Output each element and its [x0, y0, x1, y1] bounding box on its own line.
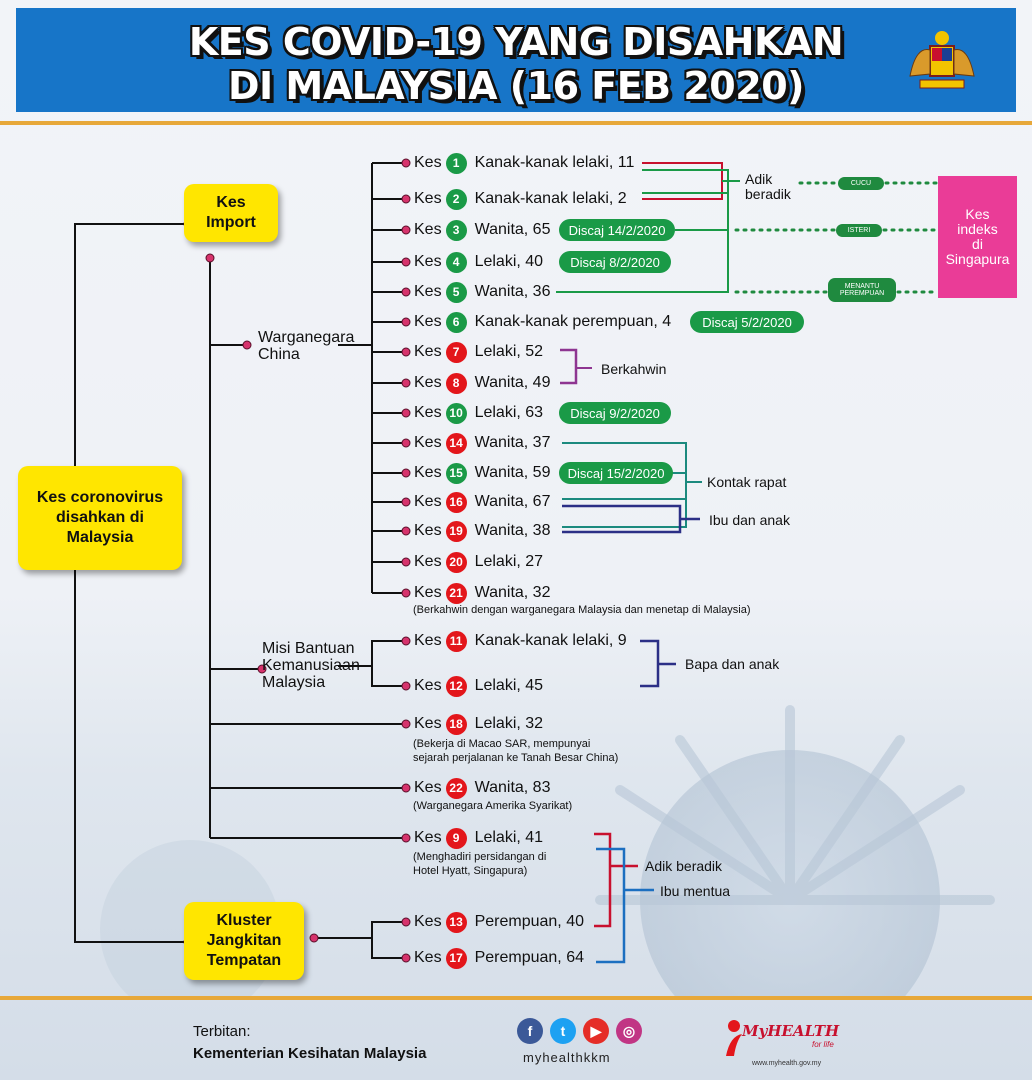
case-number-badge: 1 [446, 153, 467, 174]
case-row [414, 310, 671, 334]
case-number-badge: 22 [446, 778, 467, 799]
case-number-badge: 16 [446, 492, 467, 513]
case-row [414, 250, 543, 274]
case-row [414, 280, 550, 304]
case-description: Wanita, 59 [474, 464, 551, 481]
case-row [414, 946, 584, 970]
group-china-label: Warganegara China [258, 329, 355, 363]
kes-label: Kes [414, 190, 442, 207]
title-line-1: KES COVID-19 YANG DISAHKAN [188, 20, 844, 64]
case-description: Wanita, 49 [474, 374, 551, 391]
case-description: Lelaki, 63 [474, 404, 544, 421]
case-description: Wanita, 37 [474, 434, 551, 451]
case-row [414, 371, 550, 395]
twitter-icon[interactable]: t [550, 1018, 576, 1044]
case-description: Lelaki, 52 [474, 343, 544, 360]
kes-label: Kes [414, 434, 442, 451]
myhealth-tagline: for life [812, 1040, 834, 1049]
kes-label: Kes [414, 779, 442, 796]
kes-label: Kes [414, 343, 442, 360]
discharge-badge: Discaj 5/2/2020 [690, 311, 804, 333]
case-row [414, 674, 543, 698]
case-row [414, 581, 550, 605]
kes-label: Kes [414, 677, 442, 694]
kes-label: Kes [414, 283, 442, 300]
case-description: Lelaki, 40 [474, 253, 544, 270]
kes-label: Kes [414, 949, 442, 966]
case-row [414, 550, 543, 574]
group-misi-label: Misi Bantuan Kemanusiaan Malaysia [262, 640, 360, 691]
case-number-badge: 2 [446, 189, 467, 210]
case-number-badge: 18 [446, 714, 467, 735]
divider-bottom [0, 996, 1032, 1000]
relation-wife-pill: ISTERI [836, 224, 882, 237]
title-line-2: DI MALAYSIA (16 FEB 2020) [228, 64, 804, 108]
case-row [414, 461, 550, 485]
kes-label: Kes [414, 404, 442, 421]
kes-label: Kes [414, 913, 442, 930]
relation-siblings-local-label: Adik beradik [645, 858, 723, 874]
case-number-badge: 20 [446, 552, 467, 573]
relation-daughter-in-law-pill: MENANTU PEREMPUAN [828, 278, 896, 302]
case-note: (Warganegara Amerika Syarikat) [413, 800, 573, 812]
case-note: (Bekerja di Macao SAR, mempunyai sejarah perjalanan ke Tanah Besar China) [413, 738, 619, 764]
case-row [414, 431, 550, 455]
case-number-badge: 4 [446, 252, 467, 273]
case-row [414, 401, 543, 425]
kes-label: Kes [414, 584, 442, 601]
kes-label: Kes [414, 253, 442, 270]
case-description: Wanita, 65 [474, 221, 551, 238]
case-number-badge: 7 [446, 342, 467, 363]
case-description: Wanita, 36 [474, 283, 551, 300]
case-description: Perempuan, 64 [474, 949, 584, 966]
relation-grandchild-pill: CUCU [838, 177, 884, 190]
case-row [414, 910, 584, 934]
case-note: (Berkahwin dengan warganegara Malaysia dan menetap di Malaysia) [413, 604, 751, 616]
case-number-badge: 17 [446, 948, 467, 969]
case-description: Kanak-kanak perempuan, 4 [474, 313, 672, 330]
kes-label: Kes [414, 313, 442, 330]
case-number-badge: 14 [446, 433, 467, 454]
relation-close-contact-label: Kontak rapat [707, 474, 787, 490]
kes-label: Kes [414, 154, 442, 171]
case-number-badge: 6 [446, 312, 467, 333]
kes-label: Kes [414, 715, 442, 732]
singapore-index-case-box: Kes indeks di Singapura [938, 176, 1017, 298]
case-number-badge: 12 [446, 676, 467, 697]
case-number-badge: 15 [446, 463, 467, 484]
case-row [414, 826, 543, 850]
discharge-badge: Discaj 8/2/2020 [559, 251, 671, 273]
case-number-badge: 10 [446, 403, 467, 424]
kes-label: Kes [414, 829, 442, 846]
case-row [414, 776, 550, 800]
discharge-badge: Discaj 14/2/2020 [559, 219, 675, 241]
case-number-badge: 11 [446, 631, 467, 652]
case-row [414, 187, 627, 211]
relation-siblings-label: Adik beradik [745, 171, 791, 202]
myhealth-website: www.myhealth.gov.my [752, 1060, 822, 1067]
facebook-icon[interactable]: f [517, 1018, 543, 1044]
kes-label: Kes [414, 374, 442, 391]
case-description: Wanita, 83 [474, 779, 551, 796]
case-description: Wanita, 38 [474, 522, 551, 539]
case-description: Lelaki, 27 [474, 553, 544, 570]
case-description: Wanita, 67 [474, 493, 551, 510]
case-description: Kanak-kanak lelaki, 11 [474, 154, 635, 171]
kes-label: Kes [414, 493, 442, 510]
case-description: Perempuan, 40 [474, 913, 584, 930]
case-description: Wanita, 32 [474, 584, 551, 601]
case-note: (Menghadiri persidangan di Hotel Hyatt, Singapura) [413, 851, 547, 877]
case-description: Lelaki, 45 [474, 677, 544, 694]
relation-mother-in-law-label: Ibu mentua [660, 883, 731, 899]
kes-label: Kes [414, 632, 442, 649]
import-node: Kes Import [184, 184, 278, 242]
discharge-badge: Discaj 15/2/2020 [559, 462, 673, 484]
case-number-badge: 3 [446, 220, 467, 241]
myhealth-logo: MyHEALTH [742, 1022, 840, 1040]
relation-married-label: Berkahwin [601, 361, 667, 377]
case-row [414, 712, 543, 736]
case-number-badge: 5 [446, 282, 467, 303]
case-number-badge: 13 [446, 912, 467, 933]
case-number-badge: 9 [446, 828, 467, 849]
relation-mother-child-label: Ibu dan anak [709, 512, 790, 528]
root-node: Kes coronovirus disahkan di Malaysia [18, 466, 182, 570]
kes-label: Kes [414, 464, 442, 481]
kes-label: Kes [414, 522, 442, 539]
case-row [414, 519, 550, 543]
discharge-badge: Discaj 9/2/2020 [559, 402, 671, 424]
case-number-badge: 8 [446, 373, 467, 394]
instagram-icon[interactable]: ◎ [616, 1018, 642, 1044]
kes-label: Kes [414, 553, 442, 570]
case-description: Kanak-kanak lelaki, 2 [474, 190, 627, 207]
case-number-badge: 19 [446, 521, 467, 542]
social-handle: myhealthkkm [523, 1050, 611, 1065]
publisher-name: Kementerian Kesihatan Malaysia [193, 1045, 427, 1062]
local-cluster-node: Kluster Jangkitan Tempatan [184, 902, 304, 980]
case-description: Lelaki, 32 [474, 715, 544, 732]
case-description: Lelaki, 41 [474, 829, 544, 846]
case-row [414, 629, 627, 653]
kes-label: Kes [414, 221, 442, 238]
case-row [414, 490, 550, 514]
published-by-label: Terbitan: [193, 1023, 251, 1040]
case-number-badge: 21 [446, 583, 467, 604]
youtube-icon[interactable]: ▶ [583, 1018, 609, 1044]
case-description: Kanak-kanak lelaki, 9 [474, 632, 627, 649]
case-row [414, 151, 634, 175]
case-row [414, 340, 543, 364]
relation-father-child-label: Bapa dan anak [685, 656, 780, 672]
case-row [414, 218, 550, 242]
